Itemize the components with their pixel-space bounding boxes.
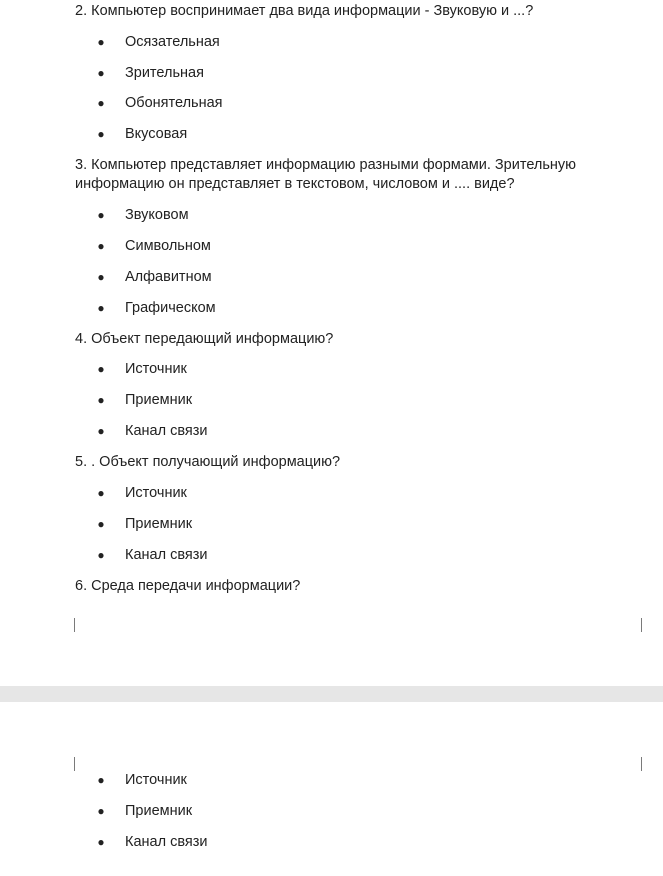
q6-option-1: Источник xyxy=(125,772,187,788)
bullet-icon: ● xyxy=(97,393,105,407)
bullet-icon: ● xyxy=(97,362,105,376)
bullet-icon: ● xyxy=(97,66,105,80)
q2-option-2: Зрительная xyxy=(125,65,204,81)
bullet-icon: ● xyxy=(97,486,105,500)
bullet-icon: ● xyxy=(97,548,105,562)
question-6: 6. Среда передачи информации? xyxy=(75,578,301,594)
left-margin-mark xyxy=(74,618,75,632)
right-margin-mark xyxy=(641,757,642,771)
q4-option-3: Канал связи xyxy=(125,423,208,439)
q2-option-1: Осязательная xyxy=(125,34,220,50)
bullet-icon: ● xyxy=(97,127,105,141)
bullet-icon: ● xyxy=(97,270,105,284)
question-3: 3. Компьютер представляет информацию разными формами. Зрительную информацию он представляет в текстовом, числовом и .... виде? xyxy=(75,157,577,192)
question-5: 5. . Объект получающий информацию? xyxy=(75,454,341,470)
right-margin-mark xyxy=(641,618,642,632)
left-margin-mark xyxy=(74,757,75,771)
question-2: 2. Компьютер воспринимает два вида информации - Звуковую и ...? xyxy=(75,3,534,19)
bullet-icon: ● xyxy=(97,301,105,315)
q2-option-4: Вкусовая xyxy=(125,126,188,142)
bullet-icon: ● xyxy=(97,208,105,222)
q5-option-2: Приемник xyxy=(125,516,193,532)
q3-option-4: Графическом xyxy=(125,300,216,316)
bullet-icon: ● xyxy=(97,773,105,787)
bullet-icon: ● xyxy=(97,35,105,49)
page-break-gap xyxy=(0,686,663,702)
q5-option-3: Канал связи xyxy=(125,547,208,563)
q4-option-1: Источник xyxy=(125,361,187,377)
bullet-icon: ● xyxy=(97,424,105,438)
q6-option-2: Приемник xyxy=(125,803,193,819)
q3-option-2: Символьном xyxy=(125,238,211,254)
bullet-icon: ● xyxy=(97,835,105,849)
bullet-icon: ● xyxy=(97,517,105,531)
q6-option-3: Канал связи xyxy=(125,834,208,850)
q2-option-3: Обонятельная xyxy=(125,95,223,111)
q4-option-2: Приемник xyxy=(125,392,193,408)
q5-option-1: Источник xyxy=(125,485,187,501)
q3-option-1: Звуковом xyxy=(125,207,189,223)
bullet-icon: ● xyxy=(97,804,105,818)
bullet-icon: ● xyxy=(97,96,105,110)
document-page-2 xyxy=(0,702,663,876)
question-4: 4. Объект передающий информацию? xyxy=(75,331,334,347)
bullet-icon: ● xyxy=(97,239,105,253)
q3-option-3: Алфавитном xyxy=(125,269,212,285)
